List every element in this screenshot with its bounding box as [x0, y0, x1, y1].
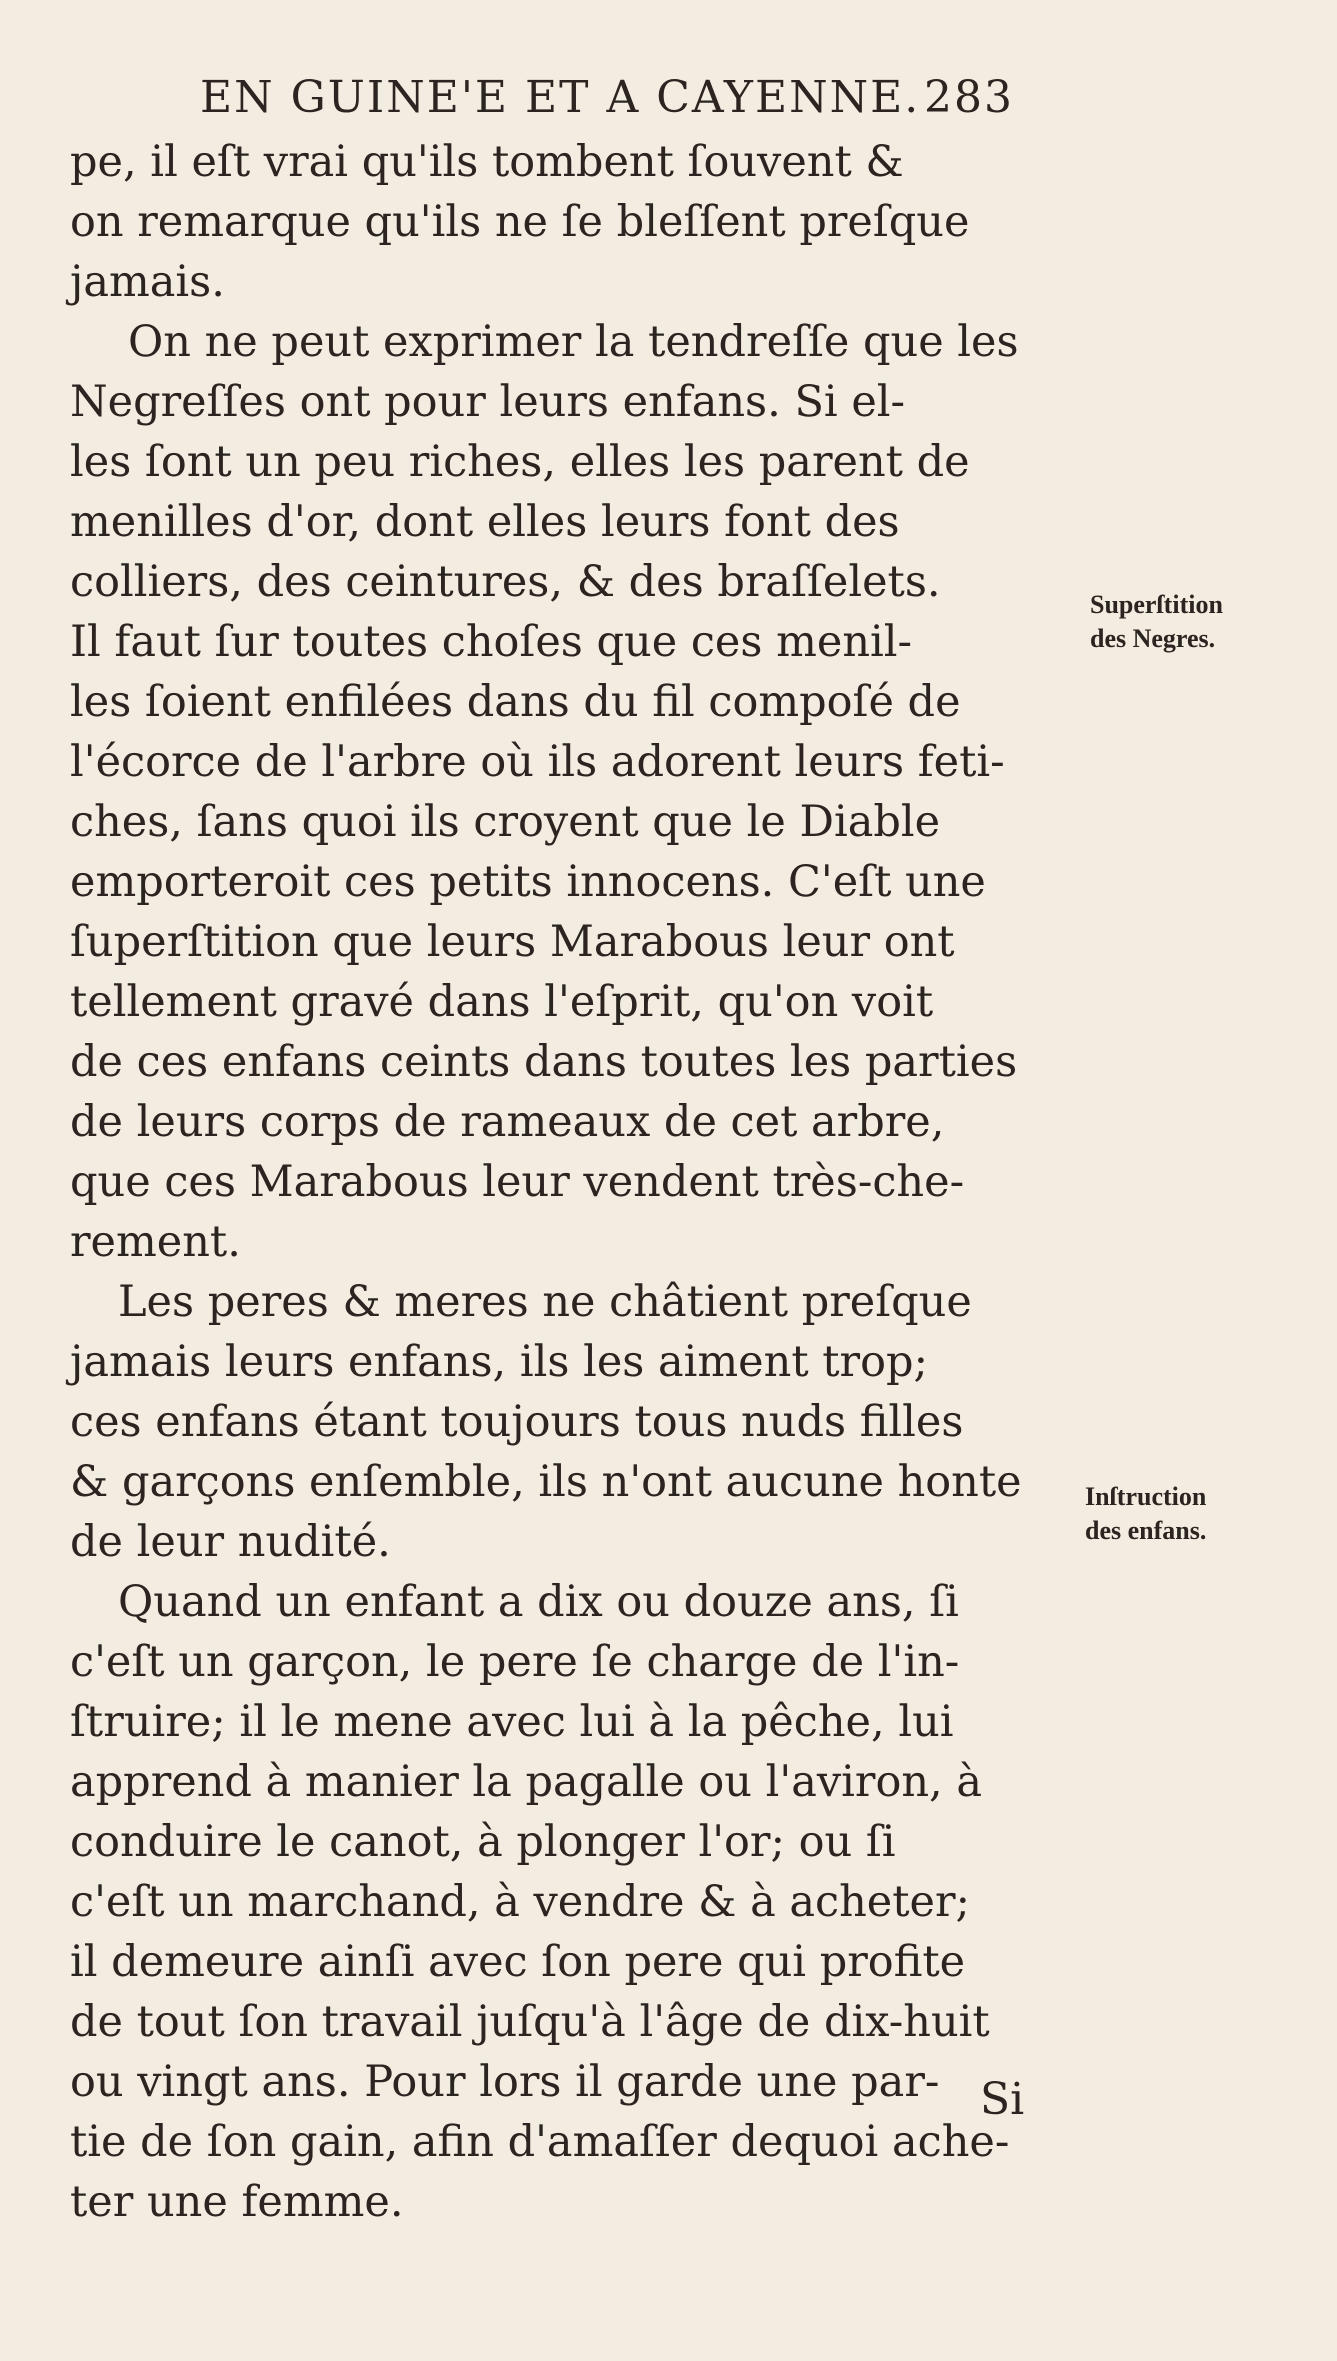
text-line: Les peres & meres ne châtient preſque [118, 1277, 972, 1327]
margin-note-line: des Negres. [1090, 624, 1216, 653]
margin-note-superstition [1090, 588, 1223, 656]
margin-note-line: Inſtruction [1085, 1482, 1207, 1511]
running-header [200, 72, 1014, 123]
text-line: emporteroit ces petits innocens. C'eſt une [70, 857, 986, 907]
text-line: de leurs corps de rameaux de cet arbre, [70, 1097, 945, 1147]
text-line: c'eſt un garçon, le pere ſe charge de l'in- [70, 1637, 960, 1687]
text-line: de tout ſon travail juſqu'à l'âge de dix-huit [70, 1997, 990, 2047]
text-line: que ces Marabous leur vendent très-che- [70, 1157, 965, 1207]
text-line: l'écorce de l'arbre où ils adorent leurs feti- [70, 737, 1005, 787]
text-line: Il faut ſur toutes choſes que ces menil- [70, 617, 913, 667]
text-line: conduire le canot, à plonger l'or; ou ſi [70, 1817, 896, 1867]
running-title: EN GUINE'E ET A CAYENNE. [200, 72, 921, 123]
text-line: ſtruire; il le mene avec lui à la pêche, lui [70, 1697, 954, 1747]
text-line: & garçons enſemble, ils n'ont aucune honte [70, 1457, 1022, 1507]
text-line: ter une femme. [70, 2177, 404, 2227]
text-line: Negreſſes ont pour leurs enfans. Si el- [70, 377, 906, 427]
text-line: ſuperſtition que leurs Marabous leur ont [70, 917, 955, 967]
text-line: colliers, des ceintures, & des braſſelets. [70, 557, 941, 607]
text-line: On ne peut exprimer la tendreſſe que les [128, 317, 1019, 367]
text-line: les ſoient enfilées dans du fil compoſé de [70, 677, 961, 727]
text-line: c'eſt un marchand, à vendre & à acheter; [70, 1877, 971, 1927]
margin-note-line: des enfans. [1085, 1516, 1207, 1545]
text-line: on remarque qu'ils ne ſe bleſſent preſque [70, 197, 970, 247]
text-line: jamais leurs enfans, ils les aiment trop; [70, 1337, 929, 1387]
text-line: de ces enfans ceints dans toutes les parties [70, 1037, 1018, 1087]
text-line: ches, ſans quoi ils croyent que le Diable [70, 797, 941, 847]
text-line: menilles d'or, dont elles leurs font des [70, 497, 900, 547]
page-number: 283 [924, 72, 1014, 123]
catchword: Si [980, 2074, 1025, 2125]
margin-note-instruction [1085, 1480, 1206, 1548]
text-line: ou vingt ans. Pour lors il garde une par- [70, 2057, 940, 2107]
text-line: tie de ſon gain, afin d'amaſſer dequoi ache- [70, 2117, 1010, 2167]
margin-note-line: Superſtition [1090, 590, 1223, 619]
text-line: pe, il eſt vrai qu'ils tombent ſouvent & [70, 137, 904, 187]
text-line: tellement gravé dans l'eſprit, qu'on voit [70, 977, 934, 1027]
text-line: jamais. [70, 257, 225, 307]
text-line: rement. [70, 1217, 241, 1267]
text-line: de leur nudité. [70, 1517, 391, 1567]
text-line: Quand un enfant a dix ou douze ans, ſi [118, 1577, 959, 1627]
text-line: ces enfans étant toujours tous nuds filles [70, 1397, 964, 1447]
text-line: il demeure ainſi avec ſon pere qui profite [70, 1937, 966, 1987]
text-line: les ſont un peu riches, elles les parent de [70, 437, 970, 487]
text-line: apprend à manier la pagalle ou l'aviron, à [70, 1757, 983, 1807]
